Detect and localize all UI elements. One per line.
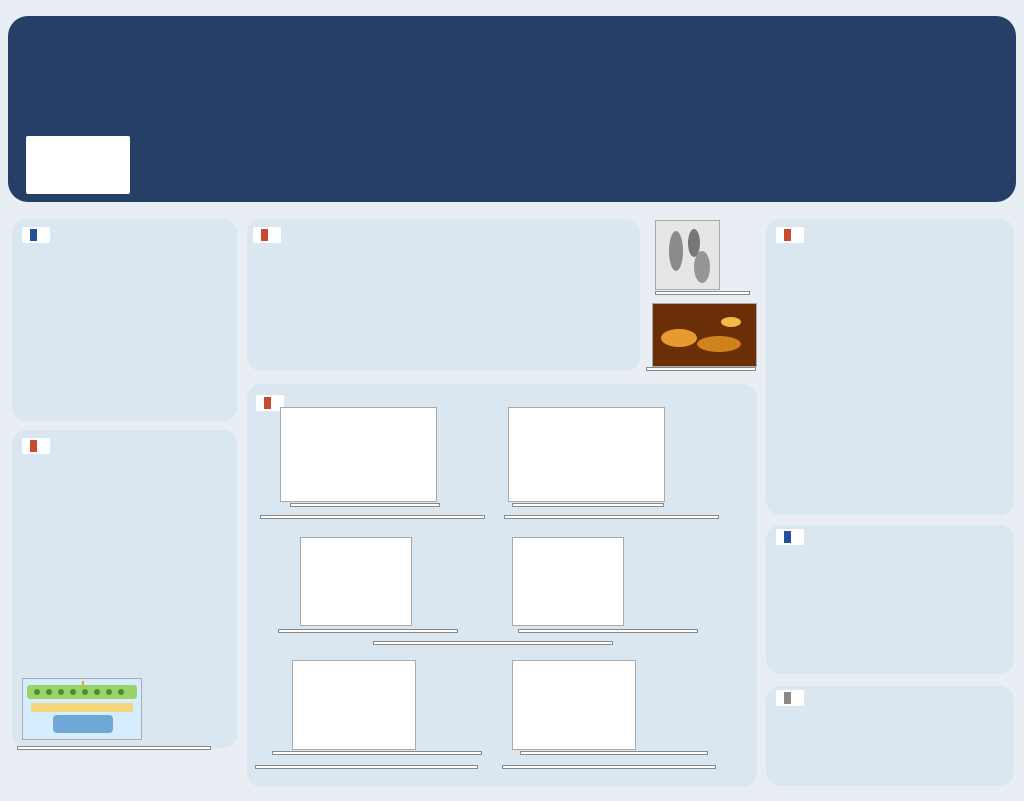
nau-logo — [26, 32, 136, 40]
figure-2-caption — [655, 291, 750, 295]
note-figure-8 — [255, 765, 478, 769]
acknowledgements-heading — [776, 690, 804, 706]
note-figure-4 — [260, 515, 485, 519]
figure-9-caption — [520, 751, 708, 755]
note-figure-9 — [502, 765, 716, 769]
methodology-panel — [247, 219, 640, 371]
heading-marker — [30, 229, 37, 241]
figure-6-caption — [278, 629, 458, 633]
figure-5-caption — [512, 503, 664, 507]
conclusions-panel — [766, 219, 1014, 515]
references-panel — [766, 525, 1014, 674]
heading-marker — [264, 397, 271, 409]
note-figure-5 — [504, 515, 719, 519]
figure-4-chart — [280, 407, 437, 502]
heading-marker — [261, 229, 268, 241]
figure-7-chart — [512, 537, 624, 626]
figure-8-chart — [292, 660, 416, 750]
figure-1-diagram — [22, 678, 142, 740]
abstract-heading — [22, 227, 50, 243]
poster-header — [8, 16, 1016, 202]
methodology-heading — [253, 227, 281, 243]
figure-5-chart — [508, 407, 665, 502]
figure-6-chart — [300, 537, 412, 626]
heading-marker — [784, 692, 791, 704]
figure-3-image — [652, 303, 757, 367]
heading-marker — [30, 440, 37, 452]
figure-9-chart — [512, 660, 636, 750]
references-heading — [776, 529, 804, 545]
note-figures-6-7 — [373, 641, 613, 645]
figure-3-caption — [646, 367, 756, 371]
mira-logo — [26, 136, 130, 194]
chlorosome-diagram-graphic — [23, 679, 141, 739]
figure-7-caption — [518, 629, 698, 633]
conclusions-heading — [776, 227, 804, 243]
figure-4-caption — [290, 503, 440, 507]
figure-1-caption — [17, 746, 211, 750]
introduction-heading — [22, 438, 50, 454]
imposter-chlorosome-image — [656, 221, 719, 289]
heading-marker — [784, 531, 791, 543]
abstract-panel — [12, 219, 237, 421]
figure-8-caption — [272, 751, 482, 755]
real-chlorosome-topography — [653, 304, 756, 366]
figure-2-image — [655, 220, 720, 290]
heading-marker — [784, 229, 791, 241]
